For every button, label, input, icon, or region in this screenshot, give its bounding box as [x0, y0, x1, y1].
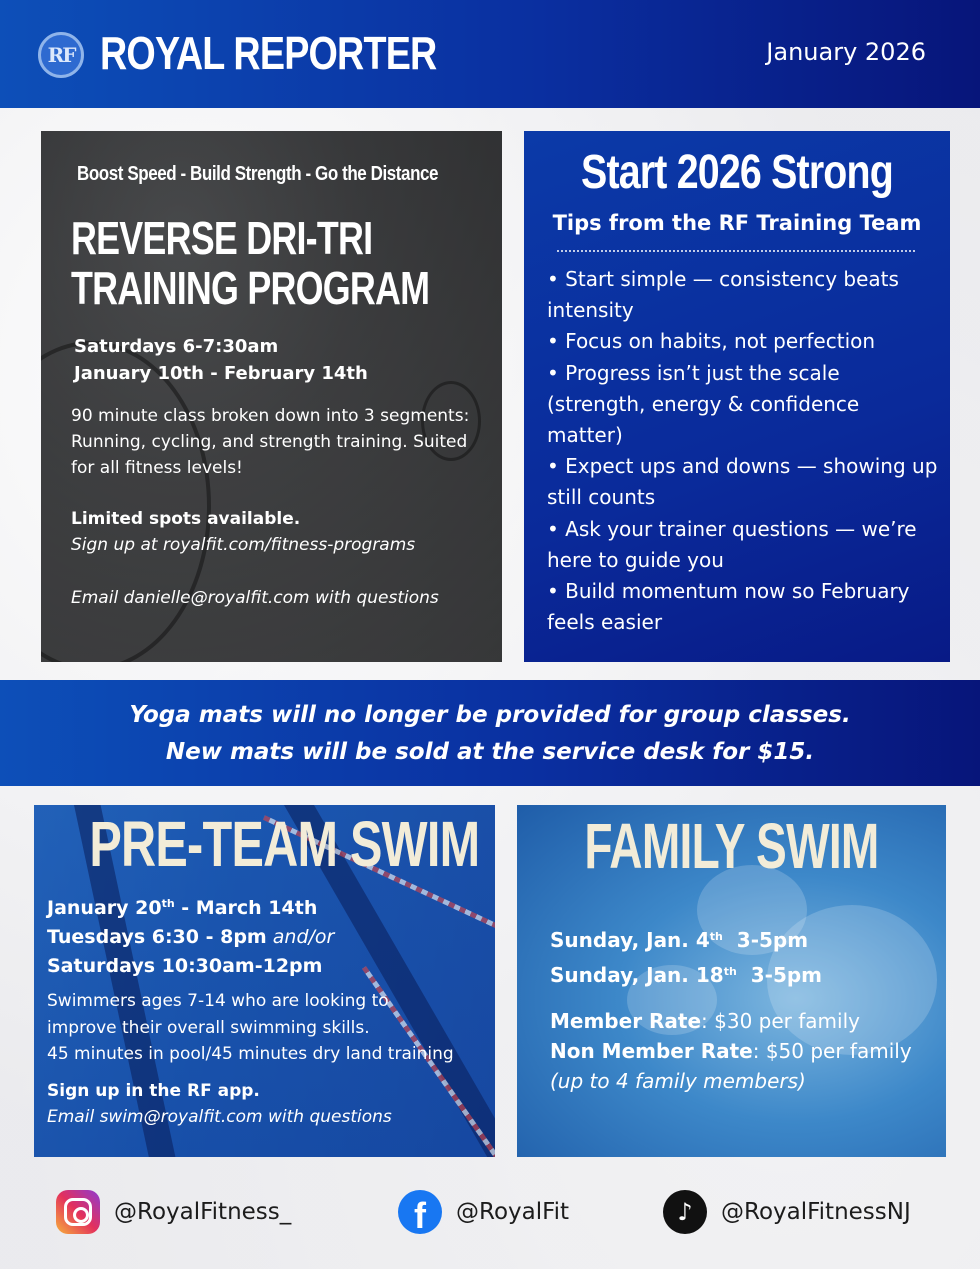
- pre-team-email: Email swim@royalfit.com with questions: [47, 1107, 392, 1127]
- tip-item: • Build momentum now so February feels easier: [547, 579, 910, 635]
- family-date-1-day: Sunday, Jan. 4: [550, 928, 710, 952]
- pre-team-swim-card: [34, 805, 495, 1157]
- pre-team-description: [47, 988, 487, 1068]
- nonmember-rate-label: Non Member Rate: [550, 1039, 753, 1063]
- banner-line2: New mats will be sold at the service desk for $15.: [165, 739, 815, 765]
- and-or-text: and/or: [266, 926, 335, 948]
- member-rate: [550, 1006, 912, 1036]
- tip-item: • Expect ups and downs — showing up still counts: [547, 454, 938, 510]
- pre-team-signup: Sign up in the RF app.: [47, 1081, 260, 1101]
- pre-team-start-date: January 20: [47, 897, 162, 919]
- family-note-text: (up to 4 family members): [550, 1069, 806, 1093]
- tips-card: [524, 131, 950, 662]
- dri-tri-limited: Limited spots available.: [71, 509, 301, 529]
- date-suffix: th: [723, 965, 737, 978]
- tips-list: [547, 264, 939, 638]
- facebook-icon[interactable]: f: [398, 1190, 442, 1234]
- pre-team-dates: [47, 889, 334, 923]
- pre-team-desc-line: 45 minutes in pool/45 minutes dry land training: [47, 1044, 454, 1064]
- instagram-link[interactable]: [56, 1190, 291, 1234]
- pre-team-end-date: - March 14th: [174, 897, 318, 919]
- facebook-link[interactable]: [398, 1190, 569, 1234]
- pre-team-title: PRE-TEAM SWIM: [89, 808, 480, 880]
- dri-tri-card: [41, 131, 502, 662]
- pre-team-tuesdays: [47, 923, 334, 952]
- tip-item: • Start simple — consistency beats intensity: [547, 267, 899, 323]
- pre-team-desc-line: Swimmers ages 7-14 who are looking to: [47, 991, 389, 1011]
- tips-divider: [557, 250, 915, 252]
- tip-item: • Focus on habits, not perfection: [547, 329, 876, 354]
- tiktok-handle[interactable]: @RoyalFitnessNJ: [721, 1199, 911, 1225]
- family-swim-title: FAMILY SWIM: [584, 810, 879, 882]
- dri-tri-title-line2: TRAINING PROGRAM: [71, 262, 430, 314]
- date-suffix: th: [709, 930, 723, 943]
- family-date-2-day: Sunday, Jan. 18: [550, 963, 724, 987]
- dri-tri-email: Email danielle@royalfit.com with questions: [71, 588, 439, 608]
- rf-logo: RF: [38, 32, 84, 78]
- pre-team-schedule: [47, 889, 334, 981]
- family-swim-rates: [550, 1006, 912, 1096]
- member-rate-value: : $30 per family: [701, 1009, 860, 1033]
- dri-tri-signup: Sign up at royalfit.com/fitness-programs: [71, 535, 416, 555]
- header-bar: [0, 0, 980, 108]
- instagram-icon[interactable]: [56, 1190, 100, 1234]
- tips-subtitle: Tips from the RF Training Team: [552, 211, 922, 235]
- date-suffix: th: [161, 897, 175, 910]
- dri-tri-title: [71, 213, 429, 313]
- dri-tri-dates: January 10th - February 14th: [74, 363, 368, 384]
- facebook-handle[interactable]: @RoyalFit: [456, 1199, 570, 1225]
- dri-tri-description: 90 minute class broken down into 3 segments: Running, cycling, and strength training. Suited for all fitness levels!: [71, 406, 470, 478]
- family-date-2-time: 3-5pm: [736, 963, 823, 987]
- nonmember-rate-value: : $50 per family: [752, 1039, 912, 1063]
- pre-team-desc-line: improve their overall swimming skills.: [47, 1017, 370, 1038]
- family-swim-card: [517, 805, 946, 1157]
- family-date-1: [550, 921, 822, 956]
- banner-line1: Yoga mats will no longer be provided for group classes.: [129, 702, 851, 728]
- tiktok-icon[interactable]: ♪: [663, 1190, 707, 1234]
- member-rate-label: Member Rate: [550, 1009, 702, 1033]
- instagram-handle[interactable]: @RoyalFitness_: [114, 1199, 292, 1225]
- dri-tri-schedule: [74, 333, 368, 387]
- family-date-1-time: 3-5pm: [722, 928, 809, 952]
- pre-team-saturdays: Saturdays 10:30am-12pm: [47, 955, 323, 977]
- family-note: [550, 1066, 912, 1096]
- family-swim-schedule: [550, 921, 822, 991]
- issue-date: January 2026: [766, 38, 926, 66]
- tip-item: • Progress isn’t just the scale (strength, energy & confidence matter): [547, 360, 860, 448]
- announcement-banner: [0, 680, 980, 786]
- dri-tri-day-time: Saturdays 6-7:30am: [74, 336, 279, 357]
- tips-title: Start 2026 Strong: [581, 146, 893, 199]
- dri-tri-title-line1: REVERSE DRI-TRI: [71, 212, 373, 264]
- bicycle-wheel-graphic: [41, 341, 211, 662]
- family-date-2: [550, 956, 822, 991]
- tip-item: • Ask your trainer questions — we’re here to guide you: [547, 516, 917, 572]
- tuesday-time: Tuesdays 6:30 - 8pm: [47, 926, 267, 948]
- tiktok-link[interactable]: [663, 1190, 911, 1234]
- dri-tri-tagline: Boost Speed - Build Strength - Go the Distance: [77, 163, 439, 185]
- newsletter-title: ROYAL REPORTER: [100, 27, 437, 79]
- nonmember-rate: [550, 1036, 912, 1066]
